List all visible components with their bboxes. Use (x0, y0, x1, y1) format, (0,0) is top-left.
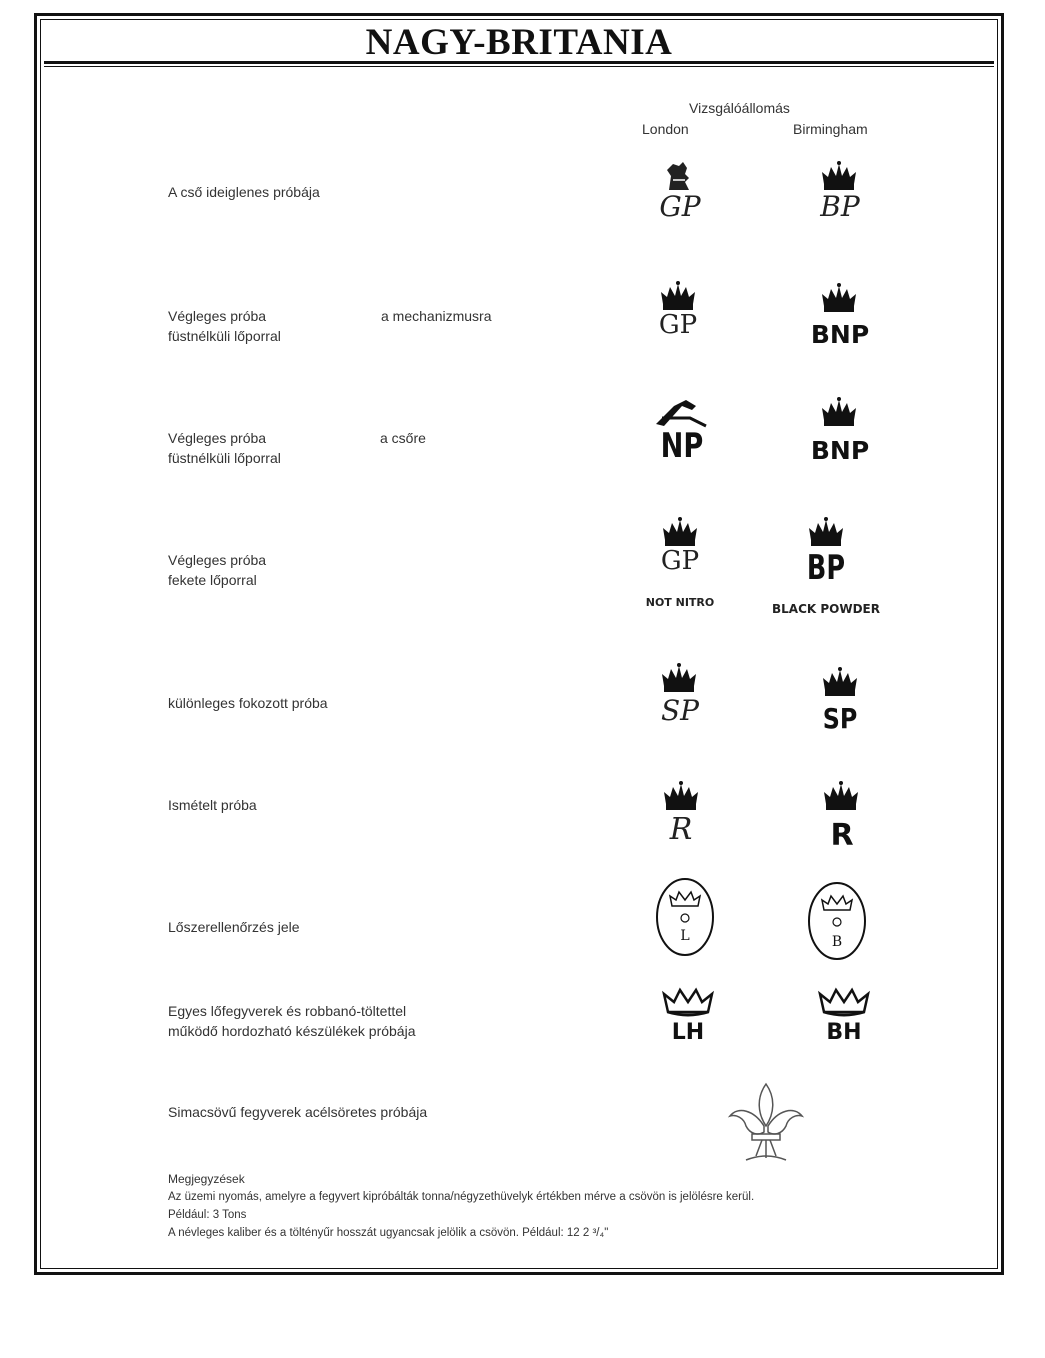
crown-icon (800, 516, 852, 548)
page-title: NAGY-BRITANIA (365, 22, 673, 63)
mark-text: BH (826, 1020, 862, 1045)
notes-line: Például: 3 Tons (168, 1209, 247, 1221)
title-rule (44, 66, 994, 67)
crown-icon (655, 660, 705, 696)
mark-london-final-barrel (652, 398, 712, 470)
mark-london-special (655, 660, 705, 740)
crown-icon (815, 160, 865, 192)
header-birmingham: Birmingham (793, 121, 868, 137)
row-label-special: különleges fokozott próba (168, 695, 328, 711)
notes-line: A névleges kaliber és a töltényűr hosszát ugyancsak jelölik a csövön. Például: 12 2 ³/₄" (168, 1227, 609, 1239)
row-label-line2: működő hordozható készülékek próbája (168, 1023, 416, 1039)
row-label-final-barrel (168, 428, 281, 468)
mark-caption: BLACK POWDER (772, 602, 880, 616)
mark-text: SP (660, 694, 700, 727)
mark-text: BNP (810, 436, 870, 465)
row-label-line2: füstnélküli lőporral (168, 328, 281, 344)
crown-icon (810, 396, 870, 430)
crown-icon (820, 780, 870, 814)
title-bar (44, 23, 994, 64)
mark-london-provisional (655, 162, 705, 234)
mark-birmingham-ammunition (806, 880, 868, 962)
crown-icon (656, 516, 704, 548)
header-london: London (642, 121, 689, 137)
row-label-line1: Végleges próba (168, 552, 267, 568)
row-label-provisional: A cső ideiglenes próbája (168, 184, 320, 200)
mark-text: GP (660, 546, 700, 576)
notes-section (168, 1170, 754, 1242)
fleur-de-lis-icon (726, 1080, 806, 1166)
mark-london-final-mechanism (655, 280, 701, 355)
mark-birmingham-portable-devices (816, 986, 872, 1056)
mark-text: NP (660, 426, 704, 466)
row-note-mechanism: a mechanizmusra (381, 308, 492, 324)
row-label-line1: Egyes lőfegyverek és robbanó-töltettel (168, 1003, 407, 1019)
oval-crown-stamp-icon (654, 876, 716, 958)
mark-text: B (831, 934, 843, 950)
row-label-final-mechanism (168, 306, 281, 346)
lion-crest-icon (655, 162, 705, 192)
mark-text: R (830, 818, 854, 853)
crown-icon (815, 666, 865, 700)
mark-birmingham-black-powder (772, 516, 880, 616)
row-label-reproof: Ismételt próba (168, 797, 257, 813)
mark-text: LH (671, 1020, 705, 1045)
mark-london-ammunition (654, 876, 716, 958)
mark-text: GP (658, 310, 698, 340)
notes-line: Az üzemi nyomás, amelyre a fegyvert kipróbálták tonna/négyzethüvelyk értékben mérve a csövön is jelölésre kerül. (168, 1191, 755, 1203)
crossed-arms-icon (652, 398, 712, 428)
mark-birmingham-provisional (815, 160, 865, 232)
mark-text: BP (806, 548, 846, 588)
row-label-ammunition: Lőszerellenőrzés jele (168, 919, 300, 935)
row-label-black-powder (168, 550, 266, 590)
row-label-steel-shot: Simacsövű fegyverek acélsöretes próbája (168, 1104, 428, 1120)
row-label-line1: Végleges próba (168, 430, 267, 446)
mark-birmingham-final-mechanism (810, 282, 870, 357)
mark-text: R (669, 812, 693, 847)
mark-birmingham-final-barrel (810, 396, 870, 471)
open-crown-icon (816, 986, 872, 1018)
row-label-portable-devices (168, 1001, 416, 1041)
crown-icon (810, 282, 870, 316)
mark-london-black-powder (645, 516, 715, 616)
mark-caption: NOT NITRO (645, 596, 715, 609)
row-label-line2: füstnélküli lőporral (168, 450, 281, 466)
mark-text: BNP (810, 320, 870, 349)
mark-text: SP (822, 702, 858, 735)
mark-london-reproof (656, 780, 706, 855)
row-label-line2: fekete lőporral (168, 572, 257, 588)
mark-text: L (680, 928, 690, 944)
mark-text: BP (820, 190, 860, 223)
mark-steel-shot (726, 1080, 806, 1166)
mark-text: GP (659, 190, 701, 223)
notes-heading: Megjegyzések (168, 1172, 245, 1186)
crown-icon (655, 280, 701, 312)
mark-birmingham-reproof (820, 780, 870, 855)
open-crown-icon (660, 986, 716, 1018)
crown-icon (656, 780, 706, 814)
row-note-barrel: a csőre (380, 430, 426, 446)
header-station: Vizsgálóállomás (689, 100, 790, 116)
row-label-line1: Végleges próba (168, 308, 267, 324)
mark-birmingham-special (815, 666, 865, 741)
mark-london-portable-devices (660, 986, 716, 1056)
